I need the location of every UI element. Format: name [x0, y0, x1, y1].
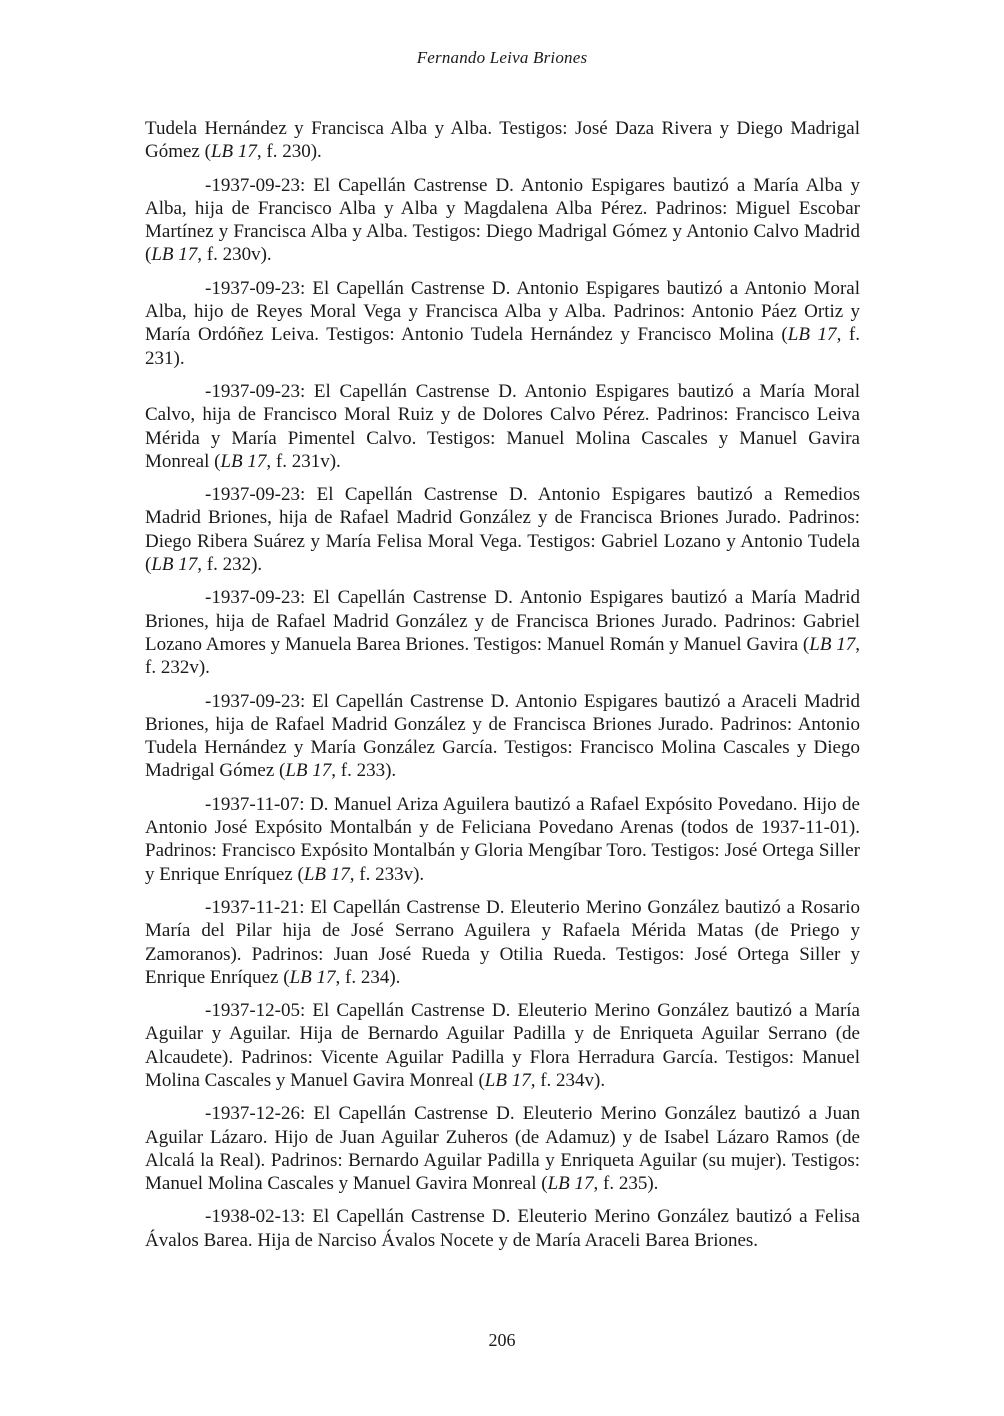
- paragraph-text: -1937-09-23: El Capellán Castrense D. Antonio Espigares bautizó a María Moral Calvo, hija de Francisco Moral Ruiz y de Dolores Calvo Pérez. Padrinos: Francisco Leiva Mérida y María Pimentel Calvo. Testigos: Manuel Molina Cascales y Manuel Gavira Monreal (: [145, 380, 860, 472]
- paragraph-text: -1938-02-13: El Capellán Castrense D. Eleuterio Merino González bautizó a Felisa Ávalos Barea. Hija de Narciso Ávalos Nocete y de María Araceli Barea Briones.: [145, 1206, 860, 1251]
- folio-reference: , f. 231v).: [266, 450, 341, 472]
- running-header: [0, 48, 1004, 68]
- book-reference: LB 17: [809, 633, 856, 655]
- baptism-entry: [145, 793, 860, 886]
- folio-reference: , f. 231).: [145, 324, 861, 369]
- paragraph-text: -1937-11-07: D. Manuel Ariza Aguilera bautizó a Rafael Expósito Povedano. Hijo de Antonio José Expósito Montalbán y de Feliciana Povedano Arenas (todos de 1937-11-01). Padrinos: Francisco Expósito Montalbán y Gloria Mengíbar Toro. Testigos: José Ortega Siller y Enrique Enríquez (: [145, 793, 860, 885]
- book-reference: LB 17: [285, 760, 332, 782]
- book-reference: LB 17: [787, 324, 837, 346]
- book-reference: LB 17: [220, 450, 267, 472]
- folio-reference: , f. 230v).: [197, 244, 272, 266]
- baptism-entry: [145, 586, 860, 679]
- baptism-entry: [145, 690, 860, 783]
- book-reference: LB 17: [289, 966, 336, 988]
- header-author: Fernando Leiva Briones: [416, 48, 588, 67]
- folio-reference: , f. 233).: [331, 760, 397, 782]
- paragraph-text: -1937-09-23: El Capellán Castrense D. Antonio Espigares bautizó a Remedios Madrid Briones, hija de Rafael Madrid González y de Francisca Briones Jurado. Padrinos: Diego Ribera Suárez y María Felisa Moral Vega. Testigos: Gabriel Lozano y Antonio Tudela (: [145, 484, 860, 576]
- baptism-entry: [145, 483, 860, 576]
- paragraph-text: -1937-12-26: El Capellán Castrense D. Eleuterio Merino González bautizó a Juan Aguilar Lázaro. Hijo de Juan Aguilar Zuheros (de Adamuz) y de Isabel Lázaro Ramos (de Alcalá la Real). Padrinos: Bernardo Aguilar Padilla y Enriqueta Aguilar (su mujer). Testigos: Manuel Molina Cascales y Manuel Gavira Monreal (: [145, 1103, 860, 1195]
- paragraph-continuation: [145, 117, 860, 164]
- folio-reference: , f. 230).: [256, 141, 322, 163]
- book-reference: LB 17: [484, 1069, 531, 1091]
- book-reference: LB 17: [151, 554, 198, 576]
- paragraph-text: -1937-12-05: El Capellán Castrense D. Eleuterio Merino González bautizó a María Aguilar y Aguilar. Hija de Bernardo Aguilar Padilla y de Enriqueta Aguilar Serrano (de Alcaudete). Padrinos: Vicente Aguilar Padilla y Flora Herradura García. Testigos: Manuel Molina Cascales y Manuel Gavira Monreal (: [145, 1000, 860, 1091]
- paragraph-text: Tudela Hernández y Francisca Alba y Alba. Testigos: José Daza Rivera y Diego Madrigal Gómez (: [145, 118, 860, 163]
- baptism-entry: [145, 896, 860, 989]
- baptism-entry: [145, 999, 860, 1092]
- folio-reference: , f. 233v).: [349, 863, 425, 885]
- baptism-entry: [145, 1102, 860, 1195]
- baptism-entry: [145, 277, 860, 370]
- folio-reference: , f. 234).: [335, 966, 401, 988]
- paragraph-text: -1937-09-23: El Capellán Castrense D. Antonio Espigares bautizó a Antonio Moral Alba, hijo de Reyes Moral Vega y Francisca Alba y Alba. Padrinos: Antonio Páez Ortiz y María Ordóñez Leiva. Testigos: Antonio Tudela Hernández y Francisco Molina (: [145, 277, 860, 346]
- baptism-entry: [145, 380, 860, 473]
- book-reference: LB 17: [547, 1173, 594, 1195]
- paragraph-text: -1937-09-23: El Capellán Castrense D. Antonio Espigares bautizó a Araceli Madrid Briones, hija de Rafael Madrid González y de Francisca Briones Jurado. Padrinos: Antonio Tudela Hernández y María González García. Testigos: Francisco Molina Cascales y Diego Madrigal Gómez (: [145, 690, 860, 782]
- folio-reference: , f. 232).: [197, 554, 263, 576]
- body-text: [145, 117, 860, 1252]
- paragraph-text: -1937-09-23: El Capellán Castrense D. Antonio Espigares bautizó a María Madrid Briones, hija de Rafael Madrid González y de Francisca Briones Jurado. Padrinos: Gabriel Lozano Amores y Manuela Barea Briones. Testigos: Manuel Román y Manuel Gavira (: [145, 587, 860, 655]
- folio-reference: , f. 235).: [593, 1173, 659, 1195]
- page-number: 206: [488, 1330, 516, 1350]
- book-reference: LB 17: [303, 863, 350, 885]
- book-reference: LB 17: [210, 141, 257, 163]
- paragraph-text: -1937-09-23: El Capellán Castrense D. Antonio Espigares bautizó a María Alba y Alba, hija de Francisco Alba y Alba y Magdalena Alba Pérez. Padrinos: Miguel Escobar Martínez y Francisca Alba y Alba. Testigos: Diego Madrigal Gómez y Antonio Calvo Madrid (: [145, 174, 860, 266]
- paragraph-text: -1937-11-21: El Capellán Castrense D. Eleuterio Merino González bautizó a Rosario María del Pilar hija de José Serrano Aguilera y Rafaela Mérida Matas (de Priego y Zamoranos). Padrinos: Juan José Rueda y Otilia Rueda. Testigos: José Ortega Siller y Enrique Enríquez (: [145, 896, 860, 988]
- folio-reference: , f. 234v).: [530, 1069, 606, 1091]
- baptism-entry: [145, 174, 860, 267]
- baptism-entry: [145, 1205, 860, 1252]
- folio-reference: , f. 232v).: [145, 633, 860, 679]
- book-reference: LB 17: [151, 244, 198, 266]
